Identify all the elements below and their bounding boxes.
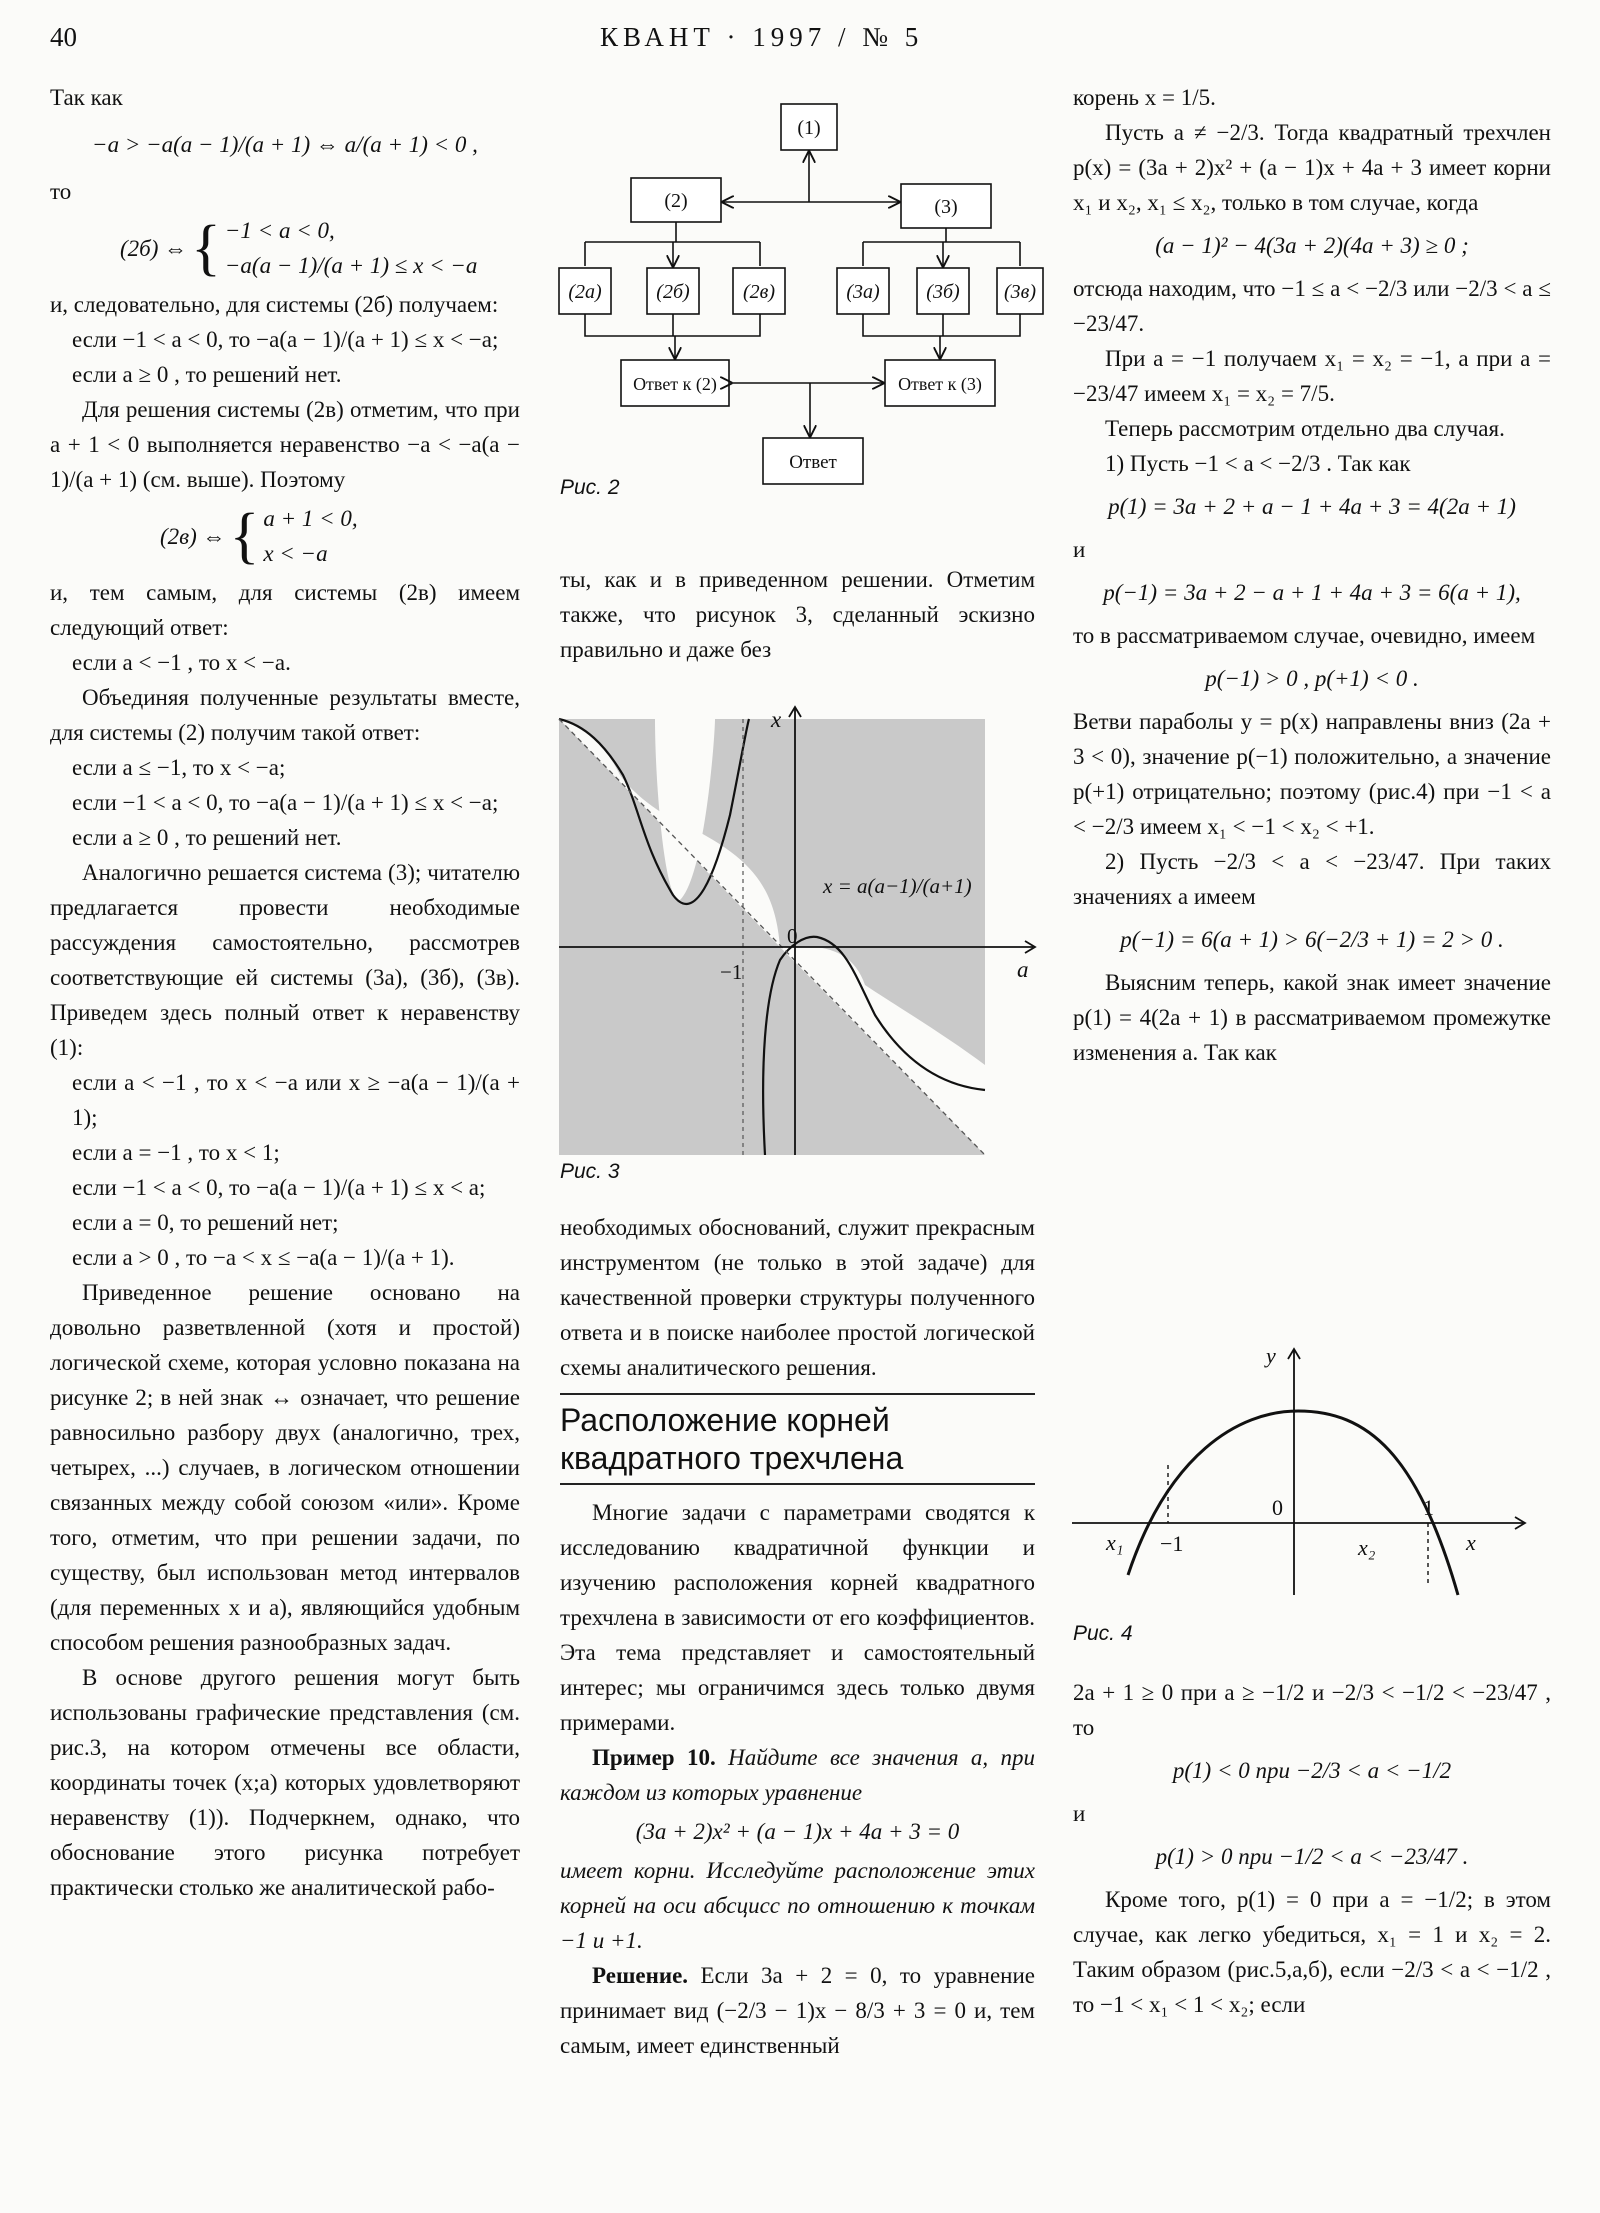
col1-p1: Так как [50,85,123,110]
fig2-answer-2: Ответ к (2) [633,374,717,394]
col3-eq3: p(−1) = 3a + 2 − a + 1 + 4a + 3 = 6(a + 1), [1103,580,1521,605]
col1-eq1: −a > −a(a − 1)/(a + 1) ⇔ a/(a + 1) < 0 , [92,132,478,157]
fig4-caption: Рис. 4 [1073,1622,1133,1645]
section-title: Расположение корней квадратного трехчлена [560,1393,1035,1485]
fig2-answer: Ответ [789,452,837,473]
fig3-label-a: a [1017,957,1029,982]
col3-p5: Теперь рассмотрим отдельно два случая. [1105,416,1505,441]
fig2-node-1: (1) [797,117,821,139]
figure-2-diagram [555,90,1045,500]
figure-4-parabola [1068,1345,1553,1600]
col1-p5a: если a < −1 , то x < −a. [72,650,291,675]
fig2-node-2v: (2в) [742,281,776,303]
solution-label: Решение. [592,1963,689,1988]
col3-p2: Пусть a ≠ −2/3. Тогда квадратный трехчлен p(x) = (3a + 2)x² + (a − 1)x + 4a + 3 имеет корни x₁ и x₂, x₁ ≤ x₂, только в том случае, когда [1073,120,1551,215]
fig4-label-y: y [1266,1345,1276,1368]
fig2-node-3: (3) [934,196,958,218]
col1-p6a: если a ≤ −1, то x < −a; [72,755,286,780]
col1-p3: и, следовательно, для системы (2б) получаем: [50,292,499,317]
column-2-top [560,562,1035,667]
col3-p14: Кроме того, p(1) = 0 при a = −1/2; в этом случае, как легко убедиться, x₁ = 1 и x₂ = 2. Таким образом (рис.5,а,б), если −2/3 < a < −1/2 , то −1 < x₁ < 1 < x₂; если [1073,1887,1551,2017]
col3-p6: 1) Пусть −1 < a < −2/3 . Так как [1105,451,1411,476]
fig3-caption: Рис. 3 [560,1160,620,1183]
col3-p10: 2) Пусть −2/3 < a < −23/47. При таких значениях a имеем [1073,849,1551,909]
system-2v-label: (2в) ⇔ [160,523,226,549]
col3-eq7: p(1) > 0 при −1/2 < a < −23/47 . [1155,1844,1469,1869]
col1-p6c: если a ≥ 0 , то решений нет. [72,825,342,850]
example-text-2: имеет корни. Исследуйте расположение этих корней на оси абсцисс по отношению к точкам −1 и +1. [560,1858,1035,1953]
col3-p12: 2a + 1 ≥ 0 при a ≥ −1/2 и −2/3 < −1/2 < −23/47 , то [1073,1680,1551,1740]
fig3-label-minus1: −1 [720,960,743,984]
page-number: 40 [50,22,77,52]
col3-eq2: p(1) = 3a + 2 + a − 1 + 4a + 3 = 4(2a + 1) [1108,494,1516,519]
col2-p1: ты, как и в приведенном решении. Отметим также, что рисунок 3, сделанный эскизно правильно и даже без [560,567,1035,662]
col3-p8: то в рассматриваемом случае, очевидно, имеем [1073,623,1536,648]
col3-p11: Выясним теперь, какой знак имеет значение p(1) = 4(2a + 1) в рассматриваемом промежутке изменения a. Так как [1073,970,1551,1065]
example-text: Найдите все значения a, при каждом из которых уравнение [560,1745,1035,1805]
fig3-label-x: x [771,707,782,732]
system-2v-line2: x < −a [263,541,328,566]
col1-p5: и, тем самым, для системы (2в) имеем следующий ответ: [50,580,520,640]
col3-p1: корень x = 1/5. [1073,85,1216,110]
system-2b-label: (2б) ⇔ [120,235,188,261]
col3-p7: и [1073,537,1086,562]
col1-p7d: если a = 0, то решений нет; [72,1210,339,1235]
fig4-label-x: x [1466,1530,1476,1555]
col1-p6: Объединяя полученные результаты вместе, для системы (2) получим такой ответ: [50,685,520,745]
col3-p13: и [1073,1801,1086,1826]
col2-p2: необходимых обоснований, служит прекрасным инструментом (не только в этой задаче) для качественной проверки структуры полученного ответа и в поиске наиболее простой логической схемы аналитического решения. [560,1215,1035,1380]
system-2b-line2: −a(a − 1)/(a + 1) ≤ x < −a [224,253,478,278]
brace-icon: { [191,213,221,282]
brace-icon: { [229,501,260,570]
col1-p8: Приведенное решение основано на довольно разветвленной (хотя и простой) логической схеме, которая условно показана на рисунке 2; в ней знак ↔ означает, что решение равносильно разбору двух (аналогично, трех, четырех, ...) случаев, в логическом отношении связанных между собой союзом «или». Кроме того, отметим, что при решении задачи, по существу, был использован метод интервалов (для переменных x и a), являющийся удобным способом решения разнообразных задач. [50,1280,520,1655]
col1-p7b: если a = −1 , то x < 1; [72,1140,280,1165]
col1-p3b: если a ≥ 0 , то решений нет. [72,362,342,387]
col3-eq6: p(1) < 0 при −2/3 < a < −1/2 [1172,1758,1452,1783]
fig4-label-x2: x₂ [1358,1535,1376,1560]
column-1 [50,80,520,1905]
example-equation: (3a + 2)x² + (a − 1)x + 4a + 3 = 0 [635,1819,960,1844]
col1-p3a: если −1 < a < 0, то −a(a − 1)/(a + 1) ≤ x < −a; [72,327,499,352]
fig2-node-2a: (2а) [568,281,602,303]
system-2b [120,213,520,283]
col3-p9: Ветви параболы y = p(x) направлены вниз (2a + 3 < 0), значение p(−1) положительно, а значение p(+1) отрицательно; поэтому (рис.4) при −1 < a < −2/3 имеем x₁ < −1 < x₂ < +1. [1073,709,1551,839]
fig2-node-3a: (3а) [846,281,880,303]
system-2v [160,501,520,571]
col1-p6b: если −1 < a < 0, то −a(a − 1)/(a + 1) ≤ x < −a; [72,790,499,815]
fig4-label-zero: 0 [1272,1495,1283,1520]
system-2b-line1: −1 < a < 0, [224,218,335,243]
col3-eq4: p(−1) > 0 , p(+1) < 0 . [1205,666,1419,691]
fig2-node-3b: (3б) [926,281,960,303]
col1-p9: В основе другого решения могут быть использованы графические представления (см. рис.3, на котором отмечены все области, координаты точек (x;a) которых удовлетворяют неравенству (1)). Подчеркнем, однако, что обоснование этого рисунка потребует практически столько же аналитической рабо- [50,1665,520,1900]
col3-eq1: (a − 1)² − 4(3a + 2)(4a + 3) ≥ 0 ; [1155,233,1469,258]
system-2v-line1: a + 1 < 0, [263,506,358,531]
column-3-bottom [1073,1675,1551,2022]
fig3-formula: x = a(a−1)/(a+1) [823,874,972,898]
journal-header: КВАНТ · 1997 / № 5 [600,22,924,52]
fig3-label-zero: 0 [787,924,798,948]
col1-p4: Для решения системы (2в) отметим, что при a + 1 < 0 выполняется неравенство −a < −a(a − 1)/(a + 1) (см. выше). Поэтому [50,397,520,492]
col3-p3: отсюда находим, что −1 ≤ a < −2/3 или −2/3 < a ≤ −23/47. [1073,276,1551,336]
col3-eq5: p(−1) = 6(a + 1) > 6(−2/3 + 1) = 2 > 0 . [1120,927,1504,952]
col2-p3: Многие задачи с параметрами сводятся к исследованию квадратичной функции и изучению расположения корней квадратного трехчлена в зависимости от его коэффициентов. Эта тема представляет и самостоятельный интерес; мы ограничимся здесь только двумя примерами. [560,1500,1035,1735]
example-label: Пример 10. [592,1745,716,1770]
column-3 [1073,80,1551,1070]
fig4-label-one: 1 [1423,1495,1434,1520]
fig4-parabola-curve [1128,1411,1458,1595]
col1-p7e: если a > 0 , то −a < x ≤ −a(a − 1)/(a + 1). [72,1245,455,1270]
fig2-caption: Рис. 2 [560,476,620,499]
column-2-bottom [560,1210,1035,2063]
fig2-node-2b: (2б) [656,281,690,303]
col1-p7c: если −1 < a < 0, то −a(a − 1)/(a + 1) ≤ x < a; [72,1175,486,1200]
fig4-label-x1: x₁ [1106,1530,1124,1555]
col1-p7: Аналогично решается система (3); читателю предлагается провести необходимые рассуждения самостоятельно, рассмотрев соответствующие ей системы (3а), (3б), (3в). Приведем здесь полный ответ к неравенству (1): [50,860,520,1060]
fig2-node-2: (2) [664,190,688,212]
solution-text: Если 3a + 2 = 0, то уравнение принимает вид (−2/3 − 1)x − 8/3 + 3 = 0 и, тем самым, имеет единственный [560,1963,1035,2058]
fig4-label-minus1: −1 [1160,1531,1184,1556]
col3-p4: При a = −1 получаем x₁ = x₂ = −1, а при a = −23/47 имеем x₁ = x₂ = 7/5. [1073,346,1551,406]
col1-p7a: если a < −1 , то x < −a или x ≥ −a(a − 1)/(a + 1); [72,1070,520,1130]
fig2-answer-3: Ответ к (3) [898,374,982,394]
figure-3-graph [555,705,1045,1165]
fig2-node-3v: (3в) [1003,281,1037,303]
col1-p2: то [50,179,72,204]
